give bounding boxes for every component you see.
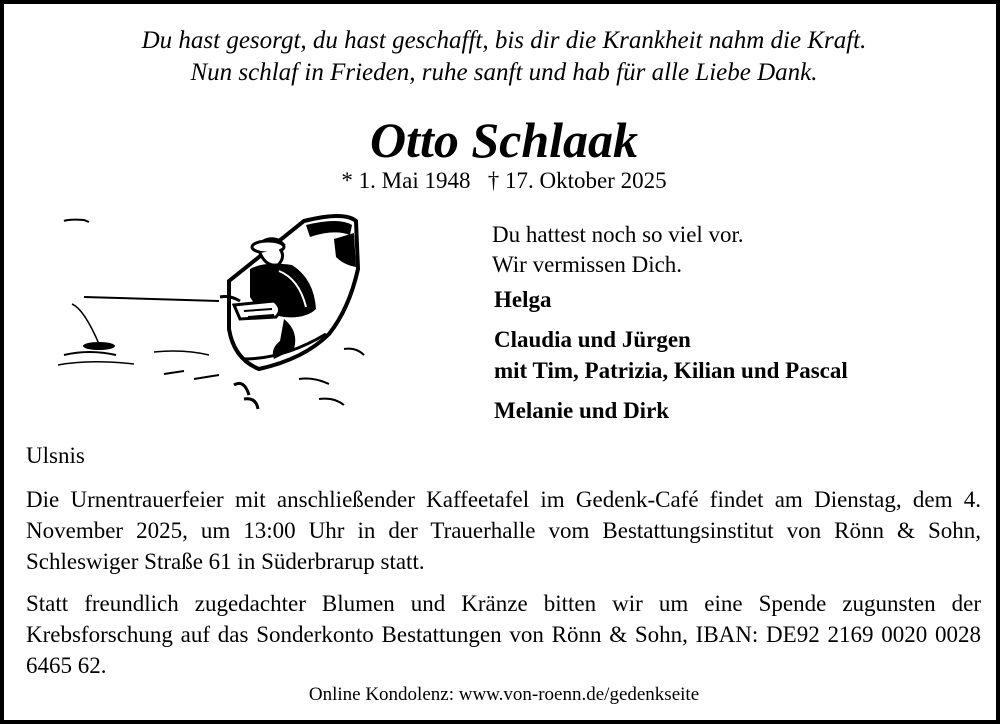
place-name: Ulsnis xyxy=(26,443,85,468)
mourner-name: Claudia und Jürgen xyxy=(494,327,691,352)
mourner-name: Melanie und Dirk xyxy=(494,398,670,423)
life-dates: * 1. Mai 1948 † 17. Oktober 2025 xyxy=(341,168,667,193)
mourners-block xyxy=(492,220,962,426)
deceased-name: Otto Schlaak xyxy=(369,112,639,168)
motto-verse xyxy=(4,25,1000,89)
online-condolence-line: Online Kondolenz: www.von-roenn.de/gedenkseite xyxy=(308,684,700,705)
motto-line-2: Nun schlaf in Frieden, ruhe sanft und hab für alle Liebe Dank. xyxy=(190,59,818,86)
angler-in-rowboat-icon xyxy=(44,209,374,424)
mourner-name: mit Tim, Patrizia, Kilian und Pascal xyxy=(494,358,848,383)
funeral-info-paragraph: Die Urnentrauerfeier mit anschließender Kaffeetafel im Gedenk-Café findet am Dienstag, dem 4. November 2025, um 13:00 Uhr in der Trauerhalle vom Bestattungsinstitut von Rönn & Sohn, Schleswiger Straße 61 in Süderbrarup statt. xyxy=(26,487,981,574)
mourners-message-line-1: Du hattest noch so viel vor. xyxy=(492,222,744,247)
mourners-message-line-2: Wir vermissen Dich. xyxy=(492,252,683,277)
motto-line-1: Du hast gesorgt, du hast geschafft, bis dir die Krankheit nahm die Kraft. xyxy=(141,27,867,54)
donation-info-paragraph: Statt freundlich zugedachter Blumen und Kränze bitten wir um eine Spende zugunsten der Krebsforschung auf das Sonderkonto Bestattungen von Rönn & Sohn, IBAN: DE92 2169 0020 0028 6465 62. xyxy=(26,591,981,678)
mourner-name: Helga xyxy=(494,287,552,312)
